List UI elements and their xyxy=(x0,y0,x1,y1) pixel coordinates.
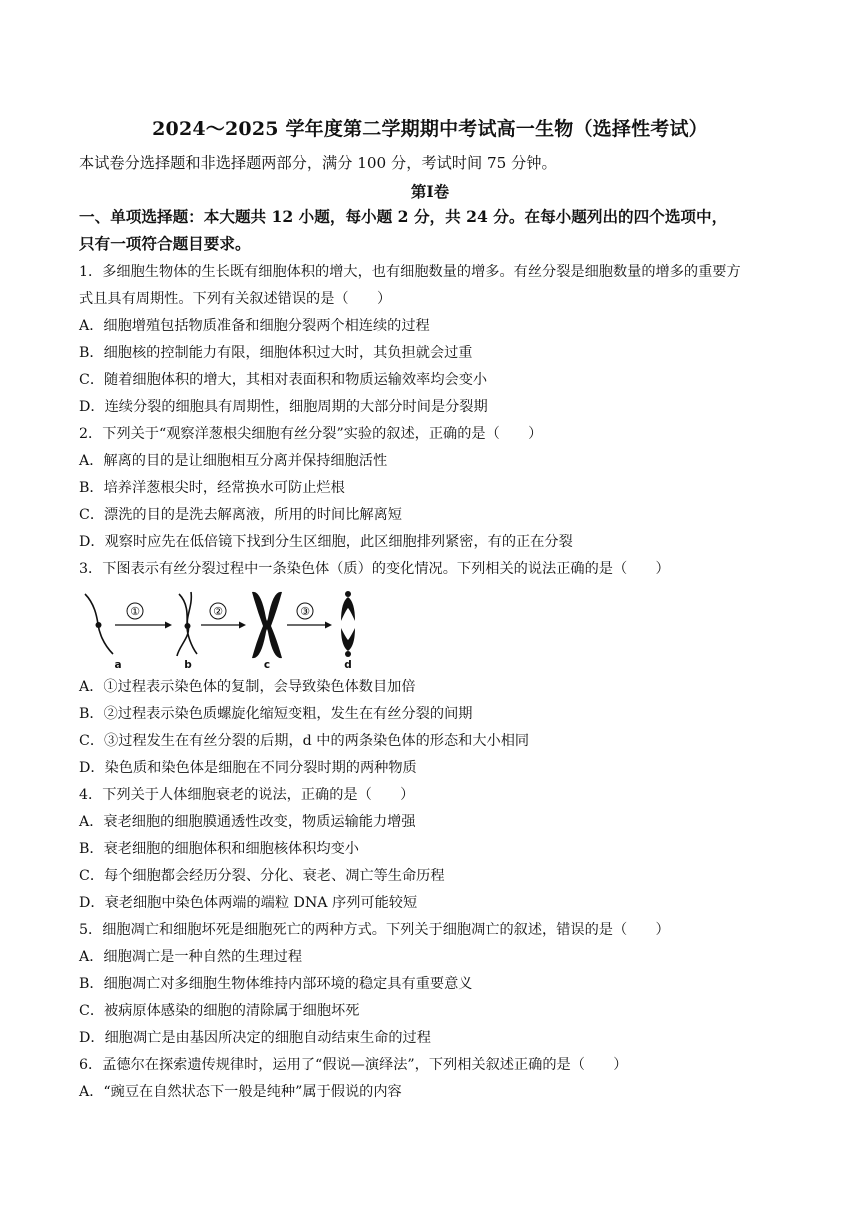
q6-option-a: A．“豌豆在自然状态下一般是纯种”属于假说的内容 xyxy=(79,1084,402,1100)
q3-option-b: B．②过程表示染色质螺旋化缩短变粗，发生在有丝分裂的间期 xyxy=(79,706,473,722)
q2-option-a: A．解离的目的是让细胞相互分离并保持细胞活性 xyxy=(79,453,388,469)
q3-option-d: D．染色质和染色体是细胞在不同分裂时期的两种物质 xyxy=(79,760,417,776)
q4-option-c: C．每个细胞都会经历分裂、分化、衰老、凋亡等生命历程 xyxy=(79,868,445,884)
chromosome-c xyxy=(252,592,282,658)
q1-option-c: C．随着细胞体积的增大，其相对表面积和物质运输效率均会变小 xyxy=(79,372,488,388)
q4-stem: 4．下列关于人体细胞衰老的说法，正确的是（ ） xyxy=(79,787,415,803)
arrow-3 xyxy=(287,603,332,629)
q4-option-d: D．衰老细胞中染色体两端的端粒 DNA 序列可能较短 xyxy=(79,895,418,911)
section-heading-line-1: 一、单项选择题：本大题共 12 小题，每小题 2 分，共 24 分。在每小题列出的四个选项中， xyxy=(79,207,728,226)
q2-option-c: C．漂洗的目的是洗去解离液，所用的时间比解离短 xyxy=(79,507,402,523)
chromosome-d xyxy=(341,591,355,657)
exam-title: 2024～2025 学年度第二学期期中考试高一生物（选择性考试） xyxy=(152,118,708,140)
label-d: d xyxy=(344,659,352,670)
label-b: b xyxy=(184,659,192,670)
q4-option-b: B．衰老细胞的细胞体积和细胞核体积均变小 xyxy=(79,841,359,857)
step-1-label: ① xyxy=(130,605,140,618)
q2-option-b: B．培养洋葱根尖时，经常换水可防止烂根 xyxy=(79,480,345,496)
q2-option-d: D．观察时应先在低倍镜下找到分生区细胞，此区细胞排列紧密，有的正在分裂 xyxy=(79,534,573,550)
chromosome-diagram xyxy=(79,588,379,670)
exam-intro: 本试卷分选择题和非选择题两部分，满分 100 分，考试时间 75 分钟。 xyxy=(79,154,557,172)
arrow-2 xyxy=(201,603,246,629)
arrow-1 xyxy=(115,603,172,629)
q5-option-c: C．被病原体感染的细胞的清除属于细胞坏死 xyxy=(79,1003,360,1019)
step-2-label: ② xyxy=(213,605,223,618)
q4-option-a: A．衰老细胞的细胞膜通透性改变，物质运输能力增强 xyxy=(79,814,416,830)
q5-option-d: D．细胞凋亡是由基因所决定的细胞自动结束生命的过程 xyxy=(79,1030,431,1046)
q3-option-c: C．③过程发生在有丝分裂的后期，d 中的两条染色体的形态和大小相同 xyxy=(79,733,530,749)
label-a: a xyxy=(114,659,122,670)
q3-option-a: A．①过程表示染色体的复制，会导致染色体数目加倍 xyxy=(79,679,416,695)
step-3-label: ③ xyxy=(300,605,310,618)
q6-stem: 6．孟德尔在探索遗传规律时，运用了“假说—演绎法”，下列相关叙述正确的是（ ） xyxy=(79,1057,628,1073)
section-heading-line-2: 只有一项符合题目要求。 xyxy=(79,234,251,253)
q3-stem: 3．下图表示有丝分裂过程中一条染色体（质）的变化情况。下列相关的说法正确的是（ ） xyxy=(79,561,670,577)
q2-stem: 2．下列关于“观察洋葱根尖细胞有丝分裂”实验的叙述，正确的是（ ） xyxy=(79,426,543,442)
q5-stem: 5．细胞凋亡和细胞坏死是细胞死亡的两种方式。下列关于细胞凋亡的叙述，错误的是（ ） xyxy=(79,922,670,938)
q1-option-d: D．连续分裂的细胞具有周期性，细胞周期的大部分时间是分裂期 xyxy=(79,399,488,415)
q1-option-a: A．细胞增殖包括物质准备和细胞分裂两个相连续的过程 xyxy=(79,318,430,334)
chromatin-b xyxy=(177,592,197,656)
q1-stem-line-2: 式且具有周期性。下列有关叙述错误的是（ ） xyxy=(79,291,392,307)
chromatin-a xyxy=(85,594,113,654)
q5-option-b: B．细胞凋亡对多细胞生物体维持内部环境的稳定具有重要意义 xyxy=(79,976,473,992)
label-c: c xyxy=(263,659,271,670)
volume-label: 第Ⅰ卷 xyxy=(410,182,450,201)
q5-option-a: A．细胞凋亡是一种自然的生理过程 xyxy=(79,949,303,965)
q1-stem-line-1: 1．多细胞生物体的生长既有细胞体积的增大，也有细胞数量的增多。有丝分裂是细胞数量的增多的重要方 xyxy=(79,264,741,280)
q1-option-b: B．细胞核的控制能力有限，细胞体积过大时，其负担就会过重 xyxy=(79,345,473,361)
